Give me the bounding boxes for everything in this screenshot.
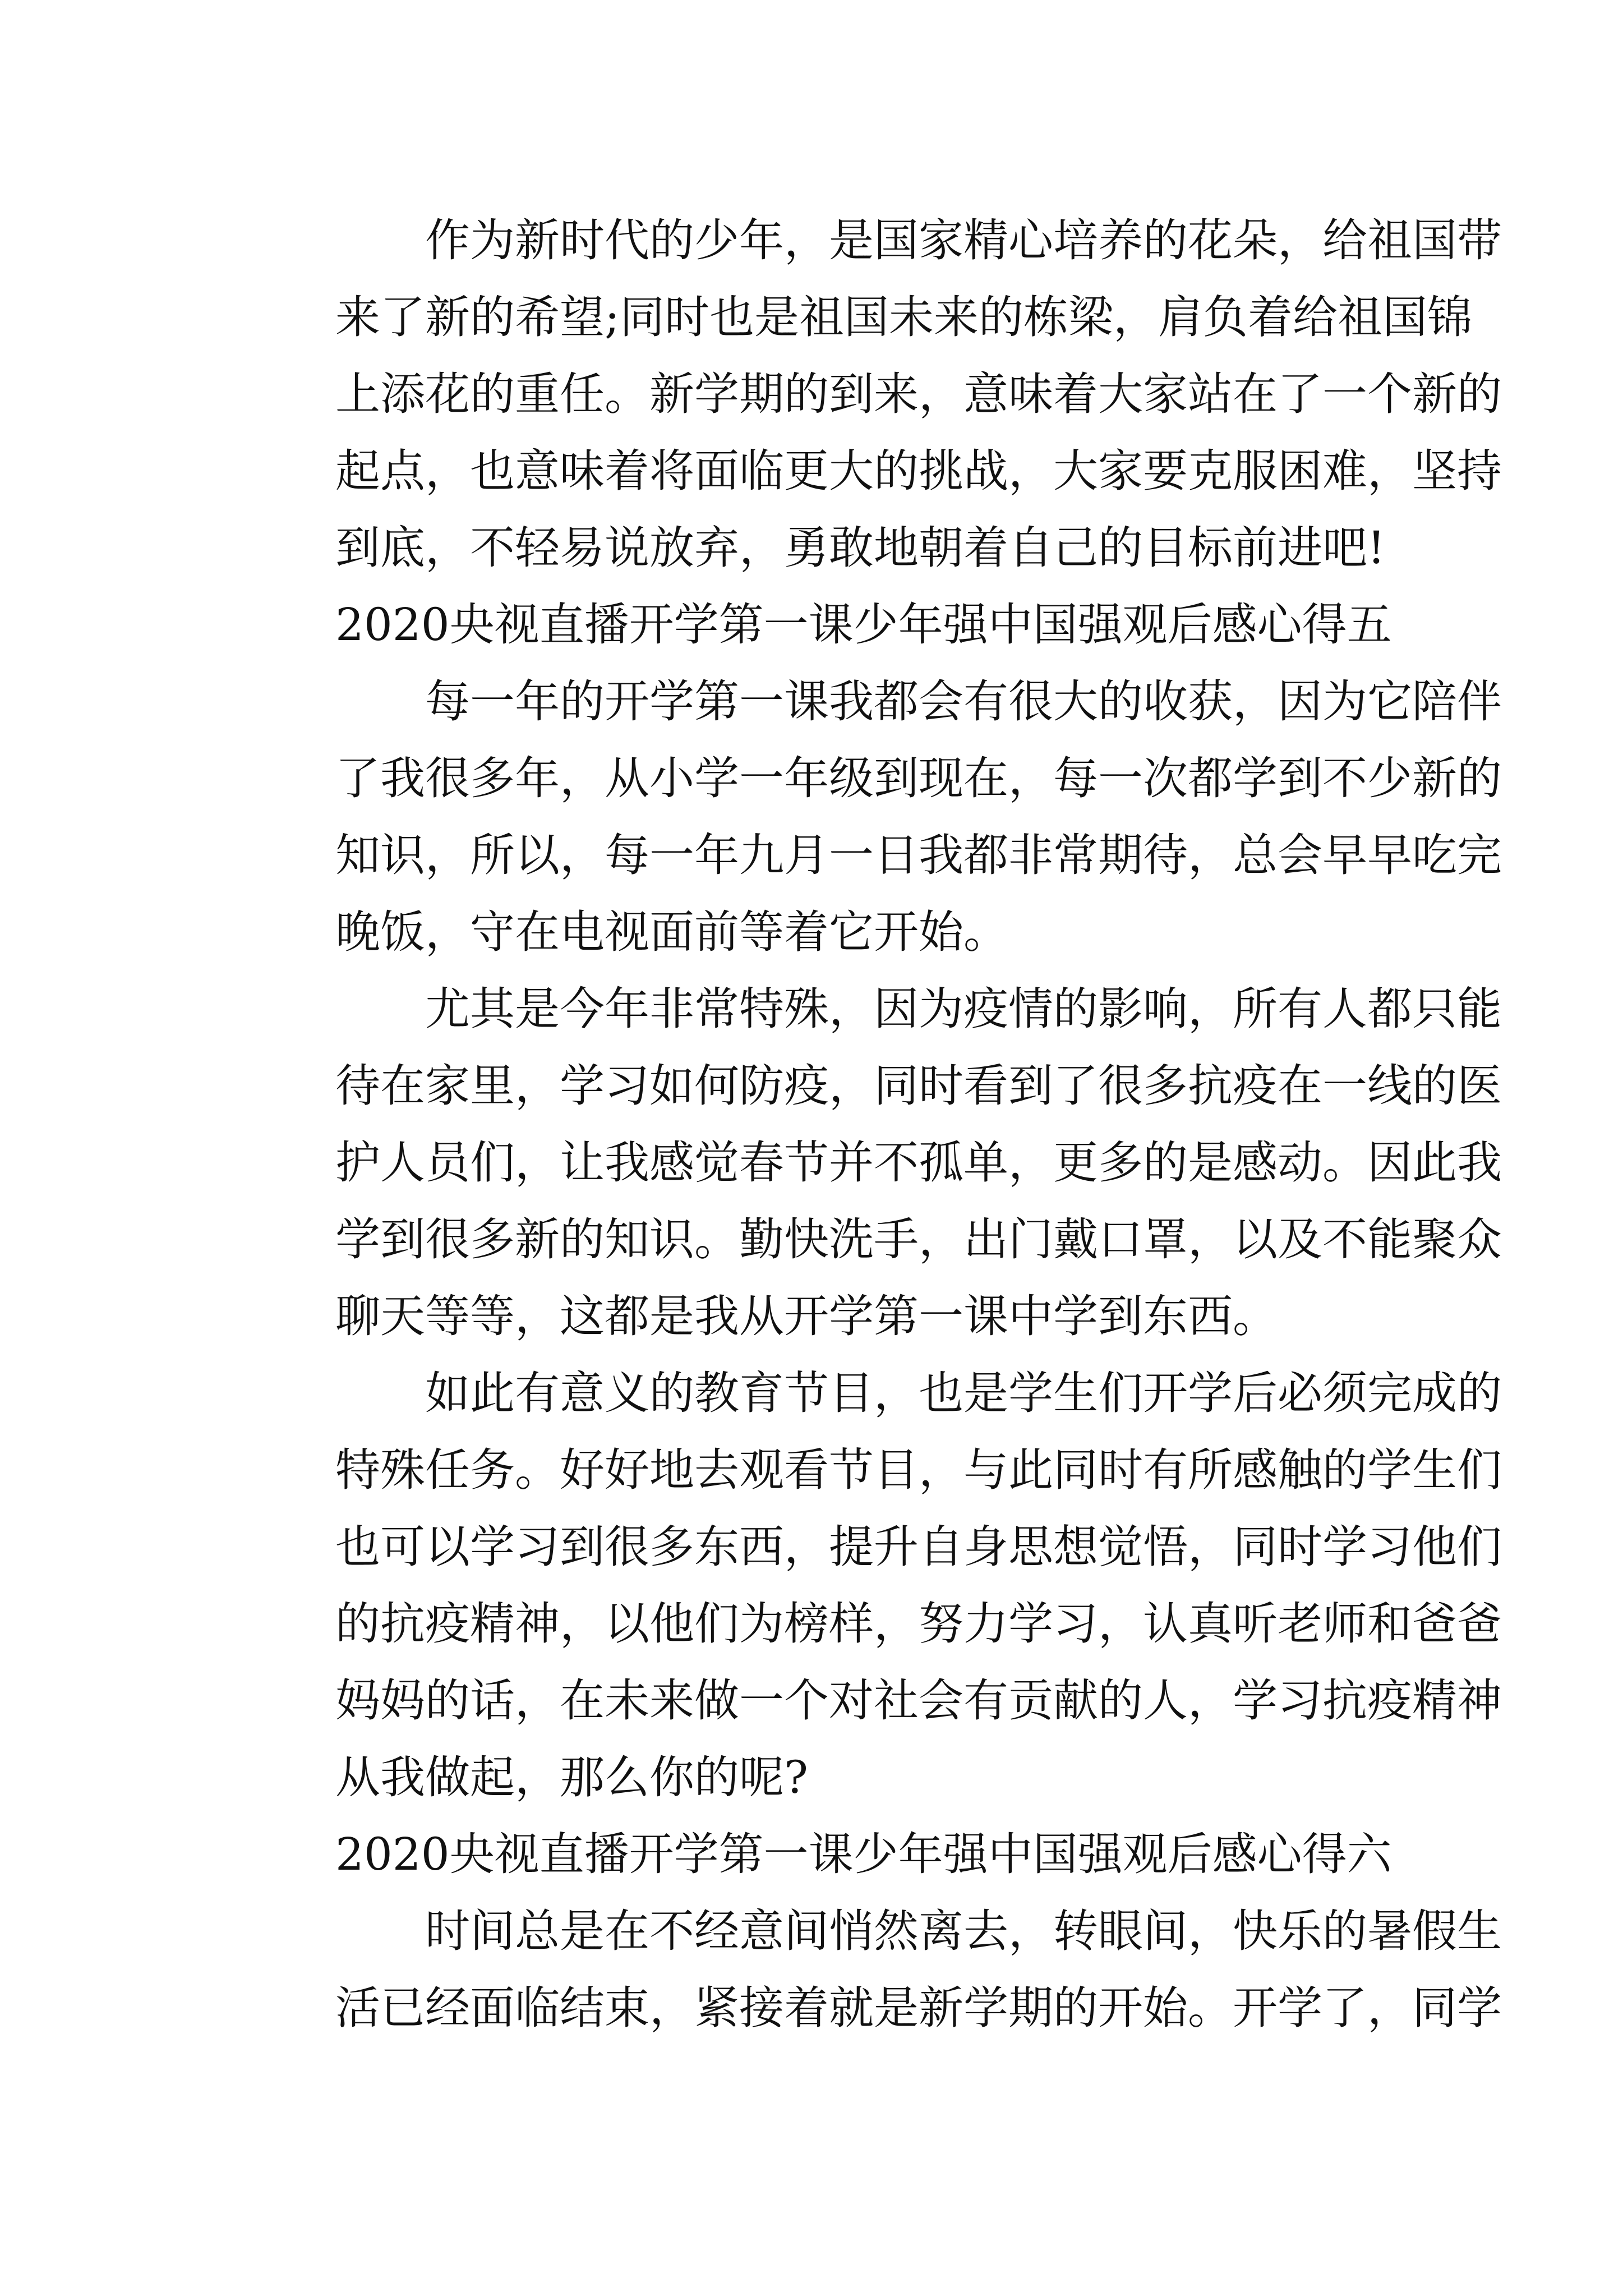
body-paragraph [246,1893,1502,2046]
text-line: 时间总是在不经意间悄然离去，转眼间，快乐的暑假生 [425,1905,1502,1957]
section-heading: 2020央视直播开学第一课少年强中国强观后感心得六 [335,1828,1392,1880]
body-paragraph [246,663,1502,970]
text-line: 的抗疫精神，以他们为榜样，努力学习，认真听老师和爸爸 [335,1598,1502,1650]
body-paragraph [246,202,1502,586]
text-line: 待在家里，学习如何防疫，同时看到了很多抗疫在一线的医 [335,1060,1502,1112]
text-line: 晚饭，守在电视面前等着它开始。 [335,906,1008,958]
body-paragraph [246,1355,1502,1816]
body-paragraph [246,970,1502,1355]
text-line: 到底，不轻易说放弃，勇敢地朝着自己的目标前进吧! [335,522,1386,574]
text-line: 了我很多年，从小学一年级到现在，每一次都学到不少新的 [335,752,1502,804]
text-line: 尤其是今年非常特殊，因为疫情的影响，所有人都只能 [425,983,1502,1035]
text-line: 特殊任务。好好地去观看节目，与此同时有所感触的学生们 [335,1444,1502,1496]
text-line: 护人员们，让我感觉春节并不孤单，更多的是感动。因此我 [335,1137,1502,1189]
text-line: 聊天等等，这都是我从开学第一课中学到东西。 [335,1290,1278,1342]
text-line: 也可以学习到很多东西，提升自身思想觉悟，同时学习他们 [335,1521,1502,1573]
text-line: 从我做起，那么你的呢? [335,1751,808,1803]
text-line: 学到很多新的知识。勤快洗手，出门戴口罩，以及不能聚众 [335,1213,1502,1266]
section-heading: 2020央视直播开学第一课少年强中国强观后感心得五 [335,599,1392,651]
text-line: 上添花的重任。新学期的到来，意味着大家站在了一个新的 [335,368,1502,420]
text-line: 来了新的希望;同时也是祖国未来的栋梁，肩负着给祖国锦 [335,291,1472,343]
text-line: 知识，所以，每一年九月一日我都非常期待，总会早早吃完 [335,829,1502,881]
text-line: 起点，也意味着将面临更大的挑战，大家要克服困难，坚持 [335,445,1502,497]
text-line: 活已经面临结束，紧接着就是新学期的开始。开学了，同学 [335,1982,1502,2034]
text-line: 如此有意义的教育节目，也是学生们开学后必须完成的 [425,1367,1502,1419]
text-line: 每一年的开学第一课我都会有很大的收获，因为它陪伴 [425,675,1502,728]
text-line: 妈妈的话，在未来做一个对社会有贡献的人，学习抗疫精神 [335,1674,1502,1727]
document-body [246,202,1502,2046]
text-line: 作为新时代的少年，是国家精心培养的花朵，给祖国带 [425,214,1502,266]
